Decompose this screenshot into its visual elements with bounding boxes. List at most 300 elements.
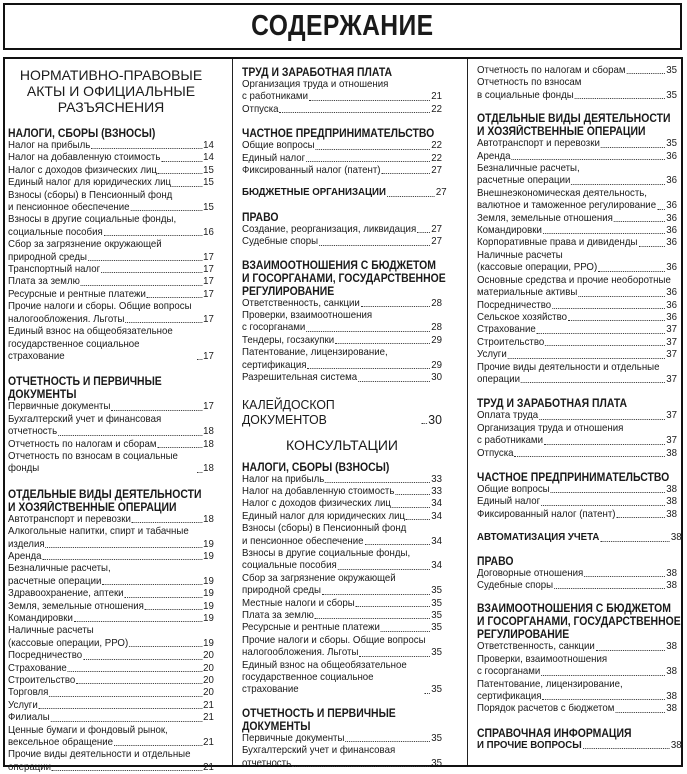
toc-entry[interactable] [477,324,677,336]
toc-entry-label: Единый взнос на общеобязательное [242,659,407,671]
dot-leader [358,381,430,382]
toc-entry[interactable] [242,335,442,347]
toc-entry[interactable] [8,439,214,451]
page-number: 19 [203,637,214,649]
toc-entry-label: Единый взнос на общеобязательное [8,326,173,338]
toc-entry-label: Безналичные расчеты, [477,163,580,175]
toc-entry-label: Прочие виды деятельности и отдельные [477,361,660,373]
toc-entry-label: Плата за землю [242,609,314,621]
toc-entry-label: Оплата труда [477,410,539,422]
toc-entry-label: Аренда [8,550,42,562]
page-title-box [3,3,682,50]
toc-entry[interactable] [242,474,442,486]
toc-entry[interactable] [8,749,214,774]
toc-entry[interactable] [8,712,214,724]
section-law [242,211,442,249]
toc-entry[interactable] [242,523,442,548]
toc-entry-label: Взносы в другие социальные фонды, [242,547,411,559]
toc-entry[interactable] [477,138,677,150]
page-number: 34 [431,510,442,522]
page-number: 17 [203,251,214,263]
toc-entry-label: природной среды [8,251,87,263]
toc-entry[interactable] [477,568,677,580]
dot-leader [584,576,665,577]
dot-leader [292,766,430,767]
toc-entry-label: Патентование, лицензирование, [242,347,388,359]
dot-leader [129,646,202,647]
toc-entry-label: Командировки [8,613,73,624]
dot-leader [551,492,666,493]
toc-entry[interactable] [242,610,442,622]
page-number: 35 [431,622,442,634]
page-number: 18 [203,463,214,475]
toc-entry-label: сертификация [242,359,307,371]
dot-leader [325,482,430,483]
toc-entry-label: и пенсионное обеспечение [242,535,364,547]
section-heading: И ХОЗЯЙСТВЕННЫЕ ОПЕРАЦИИ [477,125,646,139]
page-number: 38 [666,580,677,591]
toc-entry[interactable] [8,650,214,662]
toc-entry[interactable] [242,745,442,770]
toc-entry-label: Отпуска [242,103,279,115]
dot-leader [638,246,665,247]
dot-leader [571,184,665,185]
section-consult-reporting [242,707,442,770]
section-consult-taxes [242,461,442,697]
toc-entry-label: с работниками [477,435,543,447]
toc-entry[interactable] [8,551,214,563]
section-heading: ОТЧЕТНОСТЬ И ПЕРВИЧНЫЕ [8,375,162,389]
toc-entry[interactable] [477,641,677,653]
dot-leader [58,435,202,436]
toc-entry-label: Корпоративные права и дивиденды [477,237,638,249]
toc-entry-label: с госорганами [477,666,541,678]
toc-entry[interactable] [477,362,677,387]
section-labor [242,66,442,116]
toc-entry-label: Услуги [477,349,507,361]
toc-entry[interactable] [8,563,214,588]
page-number: 35 [666,138,677,150]
toc-entry[interactable] [8,140,214,152]
page-number: 19 [203,550,214,562]
toc-entry[interactable] [8,190,214,215]
page-number: 27 [431,236,442,248]
page-number: 36 [666,200,677,212]
toc-entry-label: с работниками [242,91,308,103]
toc-entry[interactable] [477,484,677,496]
dot-leader [338,569,431,570]
toc-entry[interactable] [8,239,214,264]
toc-entry-label: природной среды [242,585,321,597]
toc-entry-label: Строительство [8,675,76,687]
toc-entry-label: Филиалы [8,712,50,724]
toc-entry[interactable] [242,498,442,510]
dot-leader [542,699,665,700]
page-number: 36 [666,175,677,187]
section-heading: ЧАСТНОЕ ПРЕДПРИНИМАТЕЛЬСТВО [477,470,670,484]
page-number: 36 [666,311,677,323]
column-divider [232,59,233,765]
section-heading: ВЗАИМООТНОШЕНИЯ С БЮДЖЕТОМ [242,258,436,272]
dot-leader [130,210,202,211]
toc-entry[interactable] [477,337,677,349]
toc-entry[interactable] [477,250,677,275]
page-number: 35 [431,609,442,621]
toc-entry-label: Алкогольные напитки, спирт и табачные [8,526,189,538]
toc-entry[interactable] [8,451,214,476]
toc-entry[interactable] [8,326,214,363]
dot-leader [345,741,430,742]
dot-leader [147,297,202,298]
toc-entry[interactable] [242,622,442,634]
page-number: 18 [203,426,214,438]
dot-leader [52,770,202,771]
section-reporting [8,375,214,475]
section-heading: РЕГУЛИРОВАНИЕ [242,284,335,298]
page-number: 38 [666,508,677,520]
page-number: 37 [666,410,677,422]
page-number: 17 [203,313,214,325]
page-number: 17 [203,276,214,288]
toc-entry-label: Отчетность по налогам и сборам [477,65,626,76]
toc-entry[interactable] [477,163,677,188]
page-number: 34 [431,535,442,547]
dot-leader [359,656,430,657]
toc-entry-label: Налог на добавленную стоимость [8,152,161,164]
dot-leader [356,606,431,607]
dot-leader [114,745,202,746]
toc-entry[interactable] [477,77,677,102]
dot-leader [74,621,202,622]
dot-leader [306,331,430,332]
page-number: 37 [666,324,677,336]
toc-entry[interactable] [477,65,677,77]
dot-leader [575,98,666,99]
toc-entry-label: Организация труда и отношения [242,79,389,90]
dot-leader [111,410,202,411]
toc-entry-label: Строительство [477,336,545,348]
page-number: 30 [431,372,442,384]
section-activities [477,112,677,386]
kaleidoscope-entry[interactable]: КАЛЕЙДОСКОП ДОКУМЕНТОВ 30 [242,396,442,427]
dot-leader [537,333,666,334]
toc-entry[interactable] [8,725,214,750]
page-number: 15 [203,164,214,176]
page-number: 38 [666,567,677,579]
toc-entry-label: Бухгалтерский учет и финансовая [242,745,396,757]
toc-entry-label: Взносы (сборы) в Пенсионный фонд [242,523,407,535]
dot-leader [514,456,665,457]
dot-leader [161,161,202,162]
toc-entry-label: Налог с доходов физических лиц [242,498,391,510]
page-number: 19 [203,575,214,587]
toc-entry[interactable] [477,496,677,508]
section-heading: ПРАВО [477,554,514,568]
page-number: 21 [431,91,442,103]
page-number: 35 [431,732,442,744]
toc-entry[interactable] [242,79,442,104]
toc-entry-label: Наличные расчеты [8,625,94,637]
page-number: 16 [203,226,214,238]
dot-leader [395,494,430,495]
toc-entry-label: Страхование [8,662,67,674]
toc-entry-label: Сбор за загрязнение окружающей [242,572,396,584]
page-number: 18 [203,513,214,525]
section-heading: ПРАВО [242,210,279,224]
dot-leader [83,659,202,660]
dot-leader [316,149,431,150]
dot-leader [307,368,430,369]
toc-entry[interactable] [242,548,442,573]
section-reference[interactable]: СПРАВОЧНАЯ ИНФОРМАЦИЯ И ПРОЧИЕ ВОПРОСЫ 38 [477,726,682,751]
dot-leader [615,712,665,713]
toc-entry-label: Единый налог [242,152,306,164]
page-number: 34 [431,560,442,572]
page-number: 27 [431,223,442,235]
dot-leader [335,343,430,344]
dot-leader [68,671,203,672]
dot-leader [46,547,203,548]
toc-entry-label: Общие вопросы [242,140,315,152]
toc-entry[interactable] [8,687,214,699]
section-heading: ТРУД И ЗАРАБОТНАЯ ПЛАТА [242,66,393,79]
toc-entry[interactable] [8,401,214,413]
toc-entry-label: Отчетность по взносам [477,77,582,89]
toc-entry-label: социальные пособия [8,226,103,238]
toc-entry[interactable] [8,625,214,650]
page-number: 19 [203,613,214,624]
toc-entry-label: Тендеры, госзакупки [242,334,335,346]
page-number: 33 [431,485,442,497]
toc-entry-label: государственное социальное страхование [242,672,374,696]
toc-entry-label: Основные средства и прочие необоротные [477,274,671,286]
toc-entry-label: Первичные документы [8,401,111,413]
toc-entry[interactable] [242,635,442,660]
toc-entry[interactable] [8,276,214,288]
dot-leader [381,173,430,174]
toc-entry[interactable] [477,300,677,312]
dot-leader [279,112,430,113]
toc-entry[interactable] [8,613,214,625]
toc-entry-label: Патентование, лицензирование, [477,678,623,690]
toc-entry[interactable] [8,165,214,177]
toc-entry-label: Организация труда и отношения [477,422,624,434]
dot-leader [42,559,202,560]
toc-entry[interactable] [477,312,677,324]
toc-entry[interactable] [477,213,677,225]
dot-leader [101,272,202,273]
page-number: 17 [203,350,214,362]
section-relations [242,258,446,385]
page-number: 35 [431,684,442,696]
toc-entry[interactable] [242,236,442,248]
toc-entry[interactable] [8,214,214,239]
toc-entry[interactable] [8,301,214,326]
dot-leader [598,271,665,272]
dot-leader [322,594,430,595]
toc-entry[interactable] [477,679,677,704]
dot-leader [197,359,203,360]
toc-entry[interactable] [242,140,442,152]
toc-entry[interactable] [8,514,214,526]
toc-entry-label: Посредничество [477,299,552,311]
page-number: 34 [431,498,442,510]
page-number: 37 [666,336,677,348]
toc-entry[interactable] [8,601,214,613]
page-number: 29 [431,359,442,371]
toc-entry-label: Судебные споры [242,236,319,248]
dot-leader [309,100,430,101]
toc-entry[interactable] [242,298,442,310]
dot-leader [157,447,202,448]
dot-leader [49,696,202,697]
section-heading: ЧАСТНОЕ ПРЕДПРИНИМАТЕЛЬСТВО [242,127,435,141]
page-number: 38 [666,703,677,715]
toc-entry-label: Отпуска [477,447,514,459]
dot-leader [39,708,203,709]
page-number: 19 [203,588,214,600]
toc-entry-label: Плата за землю [8,276,80,288]
section-budget-orgs[interactable]: БЮДЖЕТНЫЕ ОРГАНИЗАЦИИ 27 [242,187,447,199]
section-heading: И ГОСОРГАНАМИ, ГОСУДАРСТВЕННОЕ [242,271,446,285]
toc-entry[interactable] [477,237,677,249]
toc-entry[interactable] [8,264,214,276]
toc-entry[interactable] [477,151,677,163]
toc-entry[interactable] [8,663,214,675]
page-number: 20 [203,662,214,674]
page-number: 38 [666,666,677,678]
toc-entry[interactable] [477,654,677,679]
section-heading: ОТЧЕТНОСТЬ И ПЕРВИЧНЫЕ [242,706,396,720]
toc-entry-label: Ценные бумаги и фондовый рынок, [8,724,168,736]
toc-entry-label: Взносы (сборы) в Пенсионный фонд [8,189,173,201]
page-number: 17 [203,264,214,276]
dot-leader [508,358,666,359]
page-number: 38 [666,496,677,508]
page-number: 33 [431,473,442,485]
page-number: 35 [431,597,442,609]
toc-entry[interactable] [8,675,214,687]
section-heading: И ГОСОРГАНАМИ, ГОСУДАРСТВЕННОЕ [477,615,681,629]
dot-leader [51,721,203,722]
toc-entry[interactable] [242,104,442,116]
toc-entry-label: с госорганами [242,322,306,334]
toc-entry-label: Проверки, взаимоотношения [477,653,608,665]
toc-entry[interactable] [477,509,677,521]
toc-entry[interactable] [477,580,677,592]
dot-leader [545,345,665,346]
toc-entry-label: Аренда [477,150,511,162]
toc-entry-label: операции [477,373,521,385]
toc-entry-label: Ресурсные и рентные платежи [242,622,380,634]
toc-entry[interactable] [477,448,677,460]
page-number: 20 [203,675,214,687]
toc-entry[interactable] [242,598,442,610]
toc-entry[interactable] [8,526,214,551]
page-number: 17 [203,288,214,300]
toc-entry[interactable] [242,347,442,372]
toc-entry[interactable] [242,224,442,236]
dot-leader [88,260,202,261]
toc-entry[interactable] [477,275,677,300]
dot-leader [554,588,665,589]
toc-entry-label: Автотранспорт и перевозки [477,138,600,150]
page-number: 18 [203,438,214,450]
page-number: 21 [203,737,214,749]
dot-leader [319,245,430,246]
dot-leader [541,505,665,506]
toc-entry[interactable] [8,700,214,712]
toc-entry[interactable] [242,153,442,165]
dot-leader [601,147,665,148]
toc-entry[interactable] [477,225,677,237]
toc-entry[interactable] [477,188,677,213]
toc-entry[interactable] [242,660,442,697]
toc-entry[interactable] [242,573,442,598]
toc-entry[interactable] [8,177,214,189]
toc-entry-label: Налог с доходов физических лиц [8,164,157,176]
toc-entry-label: Отчетность по взносам в социальные фонды [8,450,178,475]
toc-entry-label: Создание, реорганизация, ликвидация [242,223,417,235]
toc-entry[interactable] [477,423,677,448]
page-number: 21 [203,712,214,724]
dot-leader [381,631,430,632]
dot-leader [425,693,431,694]
toc-entry[interactable] [477,703,677,715]
toc-entry[interactable] [242,486,442,498]
column-divider [467,59,468,765]
page-number: 38 [666,447,677,459]
section-heading: РЕГУЛИРОВАНИЕ [477,628,570,642]
toc-entry[interactable] [242,165,442,177]
toc-entry-label: Разрешительная система [242,372,358,384]
toc-entry[interactable] [8,289,214,301]
toc-entry[interactable] [242,372,442,384]
toc-entry-label: Единый налог для юридических лиц [8,177,172,189]
section-heading: НАЛОГИ, СБОРЫ (ВЗНОСЫ) [242,460,390,474]
toc-entry-label: Прочие налоги и сборы. Общие вопросы [242,634,426,646]
page-number: 15 [203,177,214,189]
page-number: 28 [431,297,442,309]
toc-entry[interactable] [242,733,442,745]
toc-entry-label: Договорные отношения [477,567,584,579]
dot-leader [132,522,202,523]
toc-entry[interactable] [8,588,214,600]
toc-entry-label: социальные пособия [242,560,337,572]
dot-leader [197,472,203,473]
page-number: 35 [431,585,442,597]
section-law [477,555,677,593]
section-automation[interactable]: АВТОМАТИЗАЦИЯ УЧЕТА 38 [477,532,682,544]
toc-entry-label: Ресурсные и рентные платежи [8,288,146,300]
toc-entry-label: Единый налог [477,496,541,508]
toc-entry[interactable] [242,511,442,523]
toc-entry[interactable] [477,410,677,422]
toc-entry-label: налогообложения. Льготы [8,313,125,325]
page-number: 35 [431,647,442,659]
page-number: 36 [666,237,677,249]
dot-leader [521,382,665,383]
category-normative: НОРМАТИВНО-ПРАВОВЫЕ АКТЫ И ОФИЦИАЛЬНЫЕ РАЗЪЯСНЕНИЯ [19,67,203,115]
dot-leader [578,296,665,297]
toc-entry[interactable] [8,414,214,439]
toc-entry[interactable] [8,152,214,164]
toc-entry[interactable] [477,349,677,361]
toc-entry[interactable] [242,310,442,335]
dot-leader [614,221,665,222]
page-number: 22 [431,103,442,115]
dot-leader [544,444,665,445]
